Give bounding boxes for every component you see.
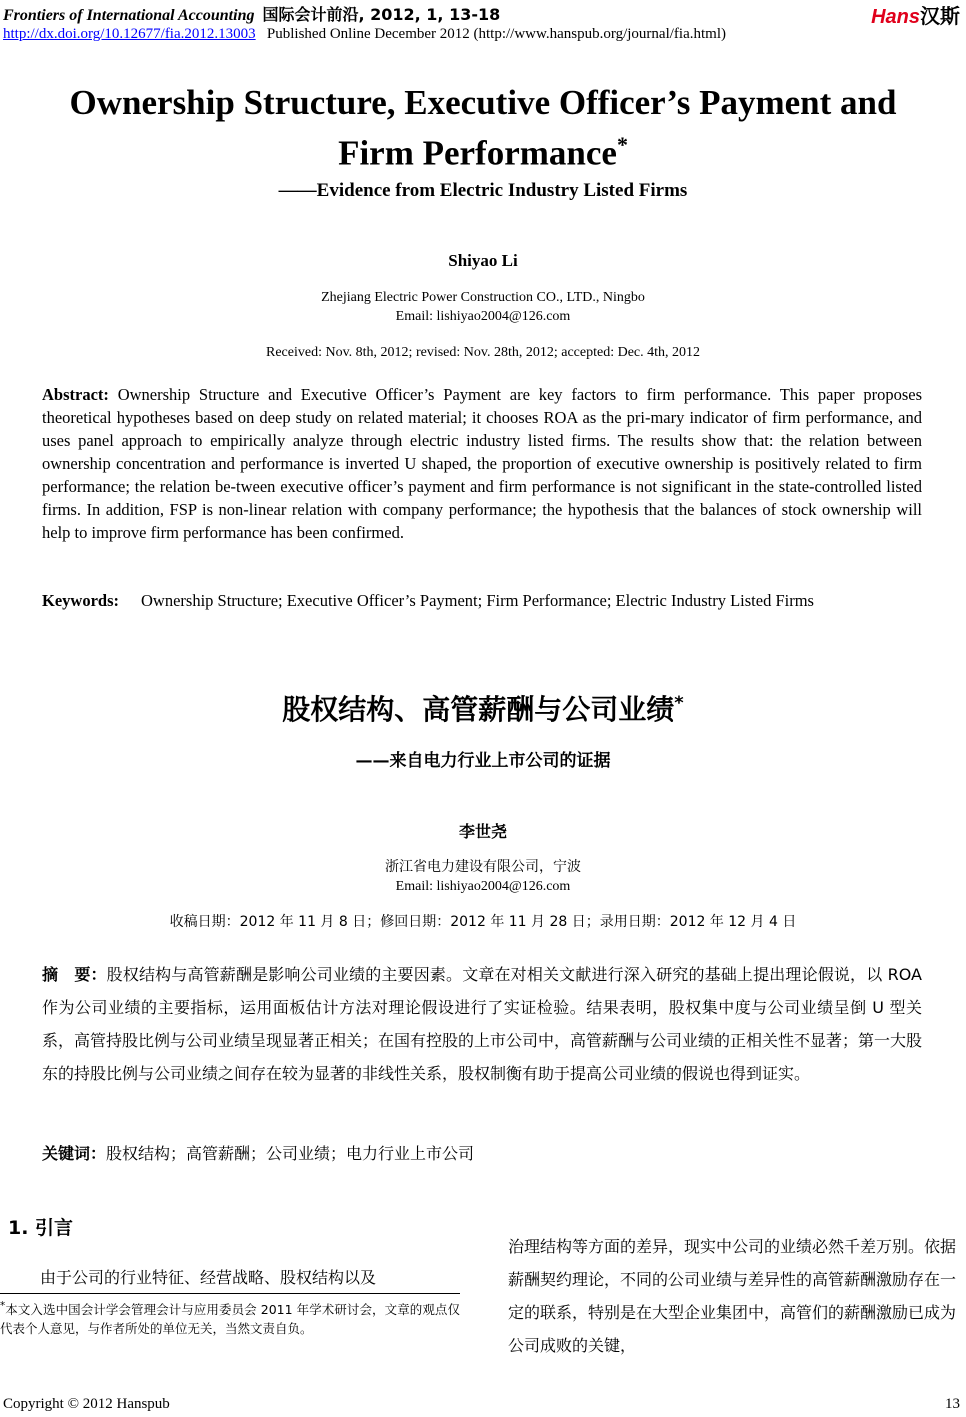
cn-keywords-text: 股权结构；高管薪酬；公司业绩；电力行业上市公司 [106, 1144, 475, 1163]
cn-title [0, 688, 966, 728]
title-line-1: Ownership Structure, Executive Officer’s Payment and [69, 83, 897, 122]
right-column-text: 治理结构等方面的差异，现实中公司的业绩必然千差万别。依据薪酬契约理论，不同的公司业绩与差异性的高管薪酬激励存在一定的联系，特别是在大型企业集团中，高管们的薪酬激励已成为公司成败的关键， [508, 1237, 957, 1355]
cn-keywords [42, 1141, 474, 1164]
paper-subtitle: ——Evidence from Electric Industry Listed Firms [278, 180, 688, 201]
doi-link[interactable]: http://dx.doi.org/10.12677/fia.2012.13003 [3, 26, 256, 42]
journal-header [3, 2, 500, 25]
cn-affiliation [0, 858, 966, 896]
affiliation [0, 288, 966, 326]
cn-keywords-label: 关键词： [42, 1144, 107, 1163]
affiliation-text: Zhejiang Electric Power Construction CO., LTD., Ningbo [321, 290, 645, 305]
footnote [0, 1297, 460, 1338]
cn-author: 李世尧 [458, 822, 507, 841]
paper-title [0, 82, 966, 175]
logo-cn: 汉斯 [920, 4, 960, 28]
title-footnote-mark: * [616, 132, 628, 157]
cn-abstract-text: 股权结构与高管薪酬是影响公司业绩的主要因素。文章在对相关文献进行深入研究的基础上提出理论假说，以 ROA 作为公司业绩的主要指标，运用面板估计方法对理论假设进行了实证检验。结果表明，股权集中度与公司业绩呈倒 U 型关系，高管持股比例与公司业绩呈现显著正相关；在国有控股的上市公司中，高管薪酬与公司业绩的正相关性不显著；第一大股东的持股比例与公司业绩之间存在较为显著的非线性关系，股权制衡有助于提高公司业绩的假说也得到证实。 [42, 965, 923, 1083]
footnote-text: 本文入选中国会计学会管理会计与应用委员会 2011 年学术研讨会，文章的观点仅代表个人意见，与作者所处的单位无关，当然文责自负。 [0, 1302, 460, 1337]
published-note: Published Online December 2012 (http://www.hanspub.org/journal/fia.html) [266, 26, 726, 42]
cn-dates: 收稿日期：2012 年 11 月 8 日；修回日期：2012 年 11 月 28 日；录用日期：2012 年 12 月 4 日 [169, 914, 797, 930]
footnote-divider [0, 1293, 460, 1294]
page-number: 13 [945, 1396, 960, 1412]
cn-affiliation-text: 浙江省电力建设有限公司，宁波 [385, 859, 581, 875]
logo-en: Hans [871, 6, 920, 28]
cn-abstract-label: 摘 要： [42, 965, 107, 984]
abstract-text: Ownership Structure and Executive Officer’s Payment are key factors to firm performance. This paper proposes theoretical hypotheses based on deep study on related material; it chooses ROA as the pri-mary indicator of firm performance, and uses panel approach to empirically analyze through electric industry listed firms. The results show that: the relation between ownership concentration and performance is inverted U shaped, the proportion of executive ownership is positively related to firm performance; the relation be-tween executive officer’s payment and firm performance is not significant in the state-controlled listed firms. In addition, FSP is non-linear relation with company performance; the hypothesis that the balances of stock ownership will help to improve firm performance has been confirmed. [42, 385, 923, 542]
doi-line [3, 26, 726, 43]
email: Email: lishiyao2004@126.com [395, 309, 571, 324]
abstract-label: Abstract: [42, 385, 109, 404]
keywords-text: Ownership Structure; Executive Officer’s Payment; Firm Performance; Electric Industry Listed Firms [141, 591, 814, 610]
journal-name: Frontiers of International Accounting [3, 7, 255, 24]
abstract [42, 383, 922, 544]
cn-subtitle: ——来自电力行业上市公司的证据 [355, 751, 611, 771]
keywords [42, 589, 814, 612]
copyright: Copyright © 2012 Hanspub [3, 1396, 170, 1412]
cn-abstract [42, 958, 922, 1090]
cn-email: Email: lishiyao2004@126.com [395, 879, 571, 894]
journal-issue: 国际会计前沿, 2012, 1, 13-18 [262, 5, 501, 24]
cn-title-text: 股权结构、高管薪酬与公司业绩 [282, 693, 675, 726]
hans-logo [871, 0, 960, 29]
footnote-mark: * [0, 1300, 6, 1312]
author: Shiyao Li [448, 251, 518, 270]
keywords-label: Keywords: [42, 591, 119, 610]
section-heading: 1. 引言 [8, 1217, 74, 1239]
left-column-text: 由于公司的行业特征、经营战略、股权结构以及 [40, 1268, 377, 1287]
title-line-2: Firm Performance [338, 133, 617, 173]
cn-title-mark: * [674, 692, 684, 714]
received-dates: Received: Nov. 8th, 2012; revised: Nov. 28th, 2012; accepted: Dec. 4th, 2012 [265, 345, 701, 360]
